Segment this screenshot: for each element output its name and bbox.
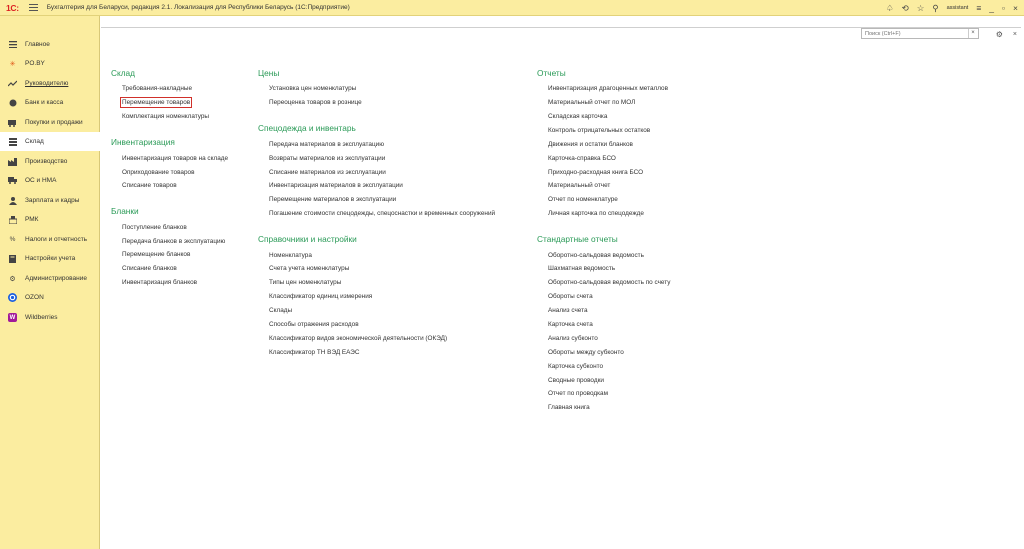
link-materials-transfer[interactable]: Передача материалов в эксплуатацию xyxy=(269,141,384,148)
sidebar-item-label: Руководителю xyxy=(25,80,69,87)
search-input[interactable] xyxy=(862,29,968,38)
link-report-negative-balances[interactable]: Контроль отрицательных остатков xyxy=(548,127,651,134)
link-report-forms-movements[interactable]: Движения и остатки бланков xyxy=(548,141,633,148)
link-goods-transfer[interactable]: Перемещение товаров xyxy=(122,99,191,106)
link-report-bso-book[interactable]: Приходно-расходная книга БСО xyxy=(548,169,644,176)
sidebar-item-label: Настройки учета xyxy=(25,255,76,262)
link-report-bso-card[interactable]: Карточка-справка БСО xyxy=(548,155,616,162)
link-materials-inventory[interactable]: Инвентаризация материалов в эксплуатации xyxy=(269,182,403,189)
sidebar-item-label: Главное xyxy=(25,41,50,48)
link-report-nomenclature[interactable]: Отчет по номенклатуре xyxy=(548,196,618,203)
section-title-reports: Отчеты xyxy=(537,68,566,78)
link-nomenclature[interactable]: Номенклатура xyxy=(269,252,312,259)
ozon-icon xyxy=(8,293,17,302)
link-forms-move[interactable]: Перемещение бланков xyxy=(122,251,191,258)
sidebar-item-label: Покупки и продажи xyxy=(25,119,83,126)
sidebar-item-label: Зарплата и кадры xyxy=(25,197,80,204)
sidebar-item-label: Склад xyxy=(25,138,44,145)
link-expense-methods[interactable]: Способы отражения расходов xyxy=(269,321,359,328)
sidebar-item-manager[interactable] xyxy=(0,74,100,93)
link-tnved-classifier[interactable]: Классификатор ТН ВЭД ЕАЭС xyxy=(269,349,360,356)
link-requisition-invoices[interactable]: Требования-накладные xyxy=(122,85,192,92)
link-subconto-turnover[interactable]: Обороты между субконто xyxy=(548,349,624,356)
link-report-stock-card[interactable]: Складская карточка xyxy=(548,113,608,120)
sidebar-item-label: ОС и НМА xyxy=(25,177,57,184)
link-report-material-mol[interactable]: Материальный отчет по МОЛ xyxy=(548,99,636,106)
close-panel-icon[interactable]: × xyxy=(1012,30,1017,38)
link-report-precious-metals[interactable]: Инвентаризация драгоценных металлов xyxy=(548,85,668,92)
link-general-ledger[interactable]: Главная книга xyxy=(548,404,590,411)
link-units-classifier[interactable]: Классификатор единиц измерения xyxy=(269,293,373,300)
link-materials-move[interactable]: Перемещение материалов в эксплуатации xyxy=(269,196,397,203)
cart-icon xyxy=(8,118,17,127)
sidebar-item-bank[interactable] xyxy=(0,93,100,112)
wildberries-icon: W xyxy=(9,314,16,321)
sidebar-item-label: PO.BY xyxy=(25,60,45,67)
sidebar-item-label: Банк и касса xyxy=(25,99,64,106)
menu-icon xyxy=(8,40,17,49)
coin-icon xyxy=(8,98,17,107)
window-title: Бухгалтерия для Беларуси, редакция 2.1. Локализация для Республики Беларусь (1С:Предприятие) xyxy=(46,4,350,11)
settings-menu-icon[interactable]: ≡ xyxy=(976,3,982,13)
register-icon xyxy=(8,215,17,224)
link-materials-return[interactable]: Возвраты материалов из эксплуатации xyxy=(269,155,386,162)
link-forms-inventory[interactable]: Инвентаризация бланков xyxy=(122,279,198,286)
link-inventory-goods[interactable]: Инвентаризация товаров на складе xyxy=(122,155,229,162)
app-logo: 1С: xyxy=(6,2,19,13)
favorites-icon[interactable]: ☆ xyxy=(916,3,925,13)
title-bar xyxy=(0,0,1024,16)
clear-search-icon[interactable]: × xyxy=(968,29,977,38)
link-subconto-analysis[interactable]: Анализ субконто xyxy=(548,335,598,342)
minimize-icon[interactable]: _ xyxy=(989,3,995,13)
sidebar-item-administration[interactable] xyxy=(0,269,100,288)
sidebar-item-salary[interactable] xyxy=(0,191,100,210)
search-icon[interactable]: ⚲ xyxy=(932,3,939,13)
sidebar-item-main[interactable] xyxy=(0,35,100,54)
sidebar-item-poby[interactable] xyxy=(0,54,100,73)
sidebar-item-warehouse[interactable] xyxy=(0,132,100,151)
link-forms-transfer-operation[interactable]: Передача бланков в эксплуатацию xyxy=(122,238,226,245)
sidebar-item-assets[interactable] xyxy=(0,171,100,190)
sidebar-item-rmk[interactable] xyxy=(0,210,100,229)
settings-gear-icon[interactable]: ⚙ xyxy=(995,29,1003,39)
link-materials-writeoff[interactable]: Списание материалов из эксплуатации xyxy=(269,169,386,176)
bell-icon[interactable]: ♤ xyxy=(885,3,894,13)
percent-icon: % xyxy=(9,236,16,243)
sidebar-item-label: Производство xyxy=(25,158,68,165)
close-icon[interactable]: × xyxy=(1013,3,1018,13)
sidebar-item-production[interactable] xyxy=(0,152,100,171)
link-summary-entries[interactable]: Сводные проводки xyxy=(548,377,604,384)
section-title-workwear: Спецодежда и инвентарь xyxy=(258,123,356,133)
sidebar-item-ozon[interactable] xyxy=(0,288,100,307)
link-trial-balance[interactable]: Оборотно-сальдовая ведомость xyxy=(548,252,644,259)
sidebar-item-accounting-settings[interactable] xyxy=(0,249,100,268)
link-oked-classifier[interactable]: Классификатор видов экономической деятельности (ОКЭД) xyxy=(269,335,448,342)
history-icon[interactable]: ⟲ xyxy=(901,3,909,13)
sidebar-item-label: OZON xyxy=(25,294,44,301)
section-title-inventory: Инвентаризация xyxy=(111,137,175,147)
truck-icon xyxy=(8,176,17,185)
chart-line-icon xyxy=(8,79,17,88)
section-title-prices: Цены xyxy=(258,68,280,78)
factory-icon xyxy=(8,157,17,166)
star-icon: ✳ xyxy=(9,60,16,68)
link-chess-sheet[interactable]: Шахматная ведомость xyxy=(548,265,616,272)
person-icon xyxy=(8,196,17,205)
warehouse-icon xyxy=(8,137,17,146)
section-title-warehouse: Склад xyxy=(111,68,136,78)
main-menu-icon[interactable] xyxy=(29,4,38,11)
section-title-catalogs: Справочники и настройки xyxy=(258,234,357,244)
sidebar-item-label: Налоги и отчетность xyxy=(25,236,88,243)
link-account-analysis[interactable]: Анализ счета xyxy=(548,307,588,314)
link-report-workwear-card[interactable]: Личная карточка по спецодежде xyxy=(548,210,644,217)
sidebar-item-label: Администрирование xyxy=(25,275,87,282)
link-goods-writeoff[interactable]: Списание товаров xyxy=(122,182,177,189)
maximize-icon[interactable]: ▫ xyxy=(1002,3,1006,13)
link-account-trial-balance[interactable]: Оборотно-сальдовая ведомость по счету xyxy=(548,279,671,286)
user-name[interactable]: assistant xyxy=(946,5,969,11)
sidebar-item-wildberries[interactable] xyxy=(0,308,100,327)
link-nomenclature-accounts[interactable]: Счета учета номенклатуры xyxy=(269,265,350,272)
link-warehouses[interactable]: Склады xyxy=(269,307,293,314)
link-set-prices[interactable]: Установка цен номенклатуры xyxy=(269,85,357,92)
link-goods-receipt[interactable]: Оприходование товаров xyxy=(122,169,195,176)
search-box[interactable] xyxy=(861,28,979,39)
link-price-types[interactable]: Типы цен номенклатуры xyxy=(269,279,342,286)
gear-icon: ⚙ xyxy=(9,275,16,283)
link-retail-revaluation[interactable]: Переоценка товаров в рознице xyxy=(269,99,362,106)
link-report-material[interactable]: Материальный отчет xyxy=(548,182,611,189)
link-forms-writeoff[interactable]: Списание бланков xyxy=(122,265,177,272)
sidebar-item-label: Wildberries xyxy=(25,314,58,321)
link-workwear-repayment[interactable]: Погашение стоимости спецодежды, спецоснастки и временных сооружений xyxy=(269,210,496,217)
link-account-turnover[interactable]: Обороты счета xyxy=(548,293,593,300)
link-subconto-card[interactable]: Карточка субконто xyxy=(548,363,604,370)
main-panel xyxy=(101,27,1021,548)
link-account-card[interactable]: Карточка счета xyxy=(548,321,593,328)
sidebar-item-label: РМК xyxy=(25,216,39,223)
sidebar-item-purchases[interactable] xyxy=(0,113,100,132)
sidebar-item-taxes[interactable] xyxy=(0,230,100,249)
section-title-standard-reports: Стандартные отчеты xyxy=(537,234,618,244)
section-title-forms: Бланки xyxy=(111,206,139,216)
link-entries-report[interactable]: Отчет по проводкам xyxy=(548,390,608,397)
link-forms-receipt[interactable]: Поступление бланков xyxy=(122,224,187,231)
link-assembly[interactable]: Комплектация номенклатуры xyxy=(122,113,209,120)
book-icon xyxy=(8,254,17,263)
sidebar xyxy=(0,16,100,549)
